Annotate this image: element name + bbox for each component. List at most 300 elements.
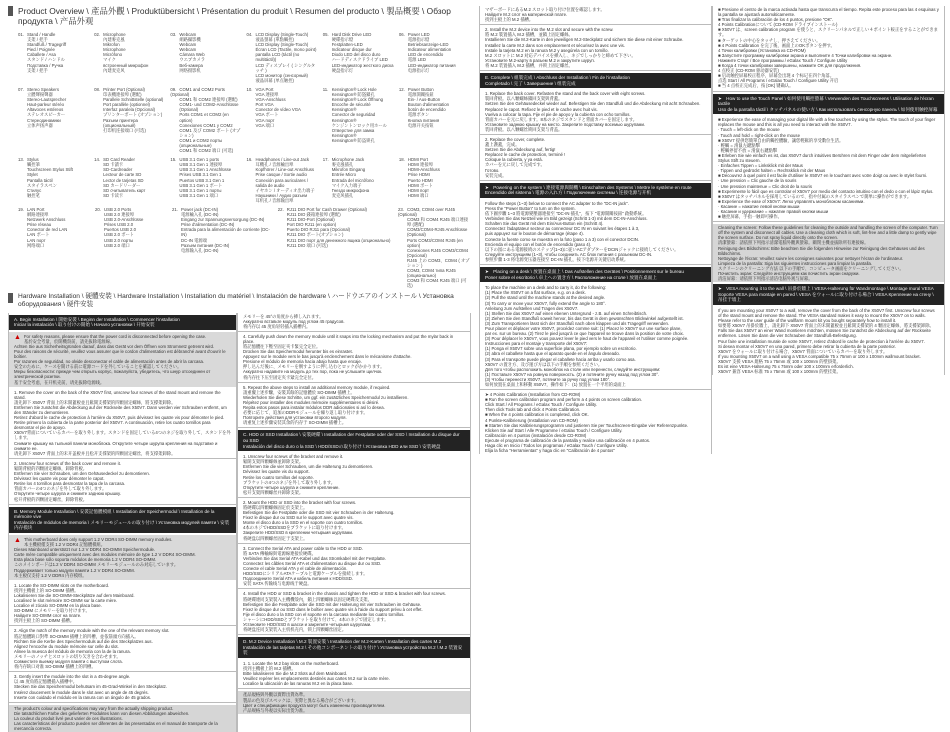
- item-translation: Diodo LED del disco duro: [323, 52, 394, 57]
- text-line: Fixez le disque dur ou SSD dans le boîtier avec quatre vis à l'aide du support prévu à cet effet.: [243, 607, 465, 612]
- text-line: 本主機板僅支援 1.2 V DDR4 記憶體模組。: [14, 542, 231, 547]
- item-number: 12.: [399, 87, 408, 92]
- text-line: Следуйте инструкциям (1~3), чтобы соединить AC блок питания с разъемом DC-IN.: [485, 252, 706, 257]
- warning-icon: ▲: [14, 537, 21, 544]
- text-line: Установите M.2-карту в разъем M.2 и закрутите шуруп.: [485, 58, 706, 63]
- text-line: Inserte con cuidado el módulo en la ranura con un ángulo de 45 grados.: [14, 695, 231, 700]
- text-line: (1) Поставьте X50V7 на ровную поверхность. (2) и потяните ручку назад под углом 30°.: [485, 372, 706, 377]
- arrow-icon: ➤: [485, 392, 490, 397]
- item-translation: RJ45 上の COM3、COM4 ( オプション ): [398, 258, 470, 268]
- heading-text: How to use the Touch Panel \ 如何使用觸控螢幕 \ Verwenden des Touchscreens \ Utilisation de l'écran tactile: [718, 96, 934, 107]
- text-line: Instalación de módulos de memoria \ メモリーモジュールの取り付け \ Установка модулей памяти \ 安装内存模块: [14, 520, 231, 531]
- item-translation: SD 卡读卡: [94, 193, 165, 198]
- text-line: 將 SATA 傳輸線與電源線連接於硬碟。: [243, 551, 465, 556]
- text-line: シャーシにHDD/SSDとブラケットを取り付けて、4本のネジで固定します。: [243, 617, 465, 622]
- text-line: Retire los 4 tornillos para desmontar la tapa de la carcasa.: [14, 481, 231, 486]
- text-line: (3) Para el transporte puede plegar el caballete hacia arriba y usarlo como asa.: [485, 357, 706, 362]
- item-translation: COM3 和 COM4 RJ45 端口 (可选): [398, 278, 470, 288]
- note-box: [238, 691, 470, 713]
- text-line: ■ Erleben Sie wie einfach es ist, das X50V7 durch intuitives Berühren mit dem Finger oder dem mitgelieferten Stylus Stift zu steuern.: [718, 153, 939, 163]
- text-line: Presione el módulo de memoria hacia abajo hasta que encaje.: [243, 359, 465, 364]
- text-line: Veuillez repérer les emplacements destinés aux cartes M.2 sur la carte mère.: [243, 676, 465, 681]
- instruction-step: [238, 590, 470, 633]
- item-translation: LCD ディスプレイ ( シングルタッチ ): [247, 63, 318, 73]
- text-line: 將 M.2 裝置插入 M.2 插槽，並鎖上固定螺絲。: [485, 32, 706, 37]
- item-translation: 支架 / 把手: [18, 37, 89, 42]
- item-translation: HDMI ポート: [399, 183, 470, 188]
- text-line: E. Complete \ 組裝完成 \ Abschluss der Installation \ Fin de l'installation: [485, 75, 706, 81]
- text-line: · Касание и удержание = нажатие правой кнопки мыши: [718, 209, 939, 214]
- item-translation: Microphone: [94, 47, 165, 52]
- text-line: スクリーンのクリーニング方法 以下の手順で、コンピュータ画面をクリーニングしてください。: [718, 266, 939, 271]
- instruction-step: [9, 673, 236, 700]
- item-name: Stereo Speakers: [27, 87, 59, 92]
- text-line: Fixez le disque dur ou SSD sur le support avec quatre vis.: [243, 515, 465, 520]
- text-line: Открутите четыре шурупа и снимите заднюю крышку.: [14, 491, 231, 496]
- item-translation: DC-IN 電源端: [172, 238, 273, 243]
- item-translation: LED-индикатор питания: [399, 63, 470, 68]
- text-line: 蓋上護蓋，完成。: [485, 142, 706, 147]
- text-line: 安装 SATA 传输线与电源线于硬盘。: [243, 581, 465, 586]
- text-line: Calibración en 4 puntos (instalación desde CD-ROM): [485, 433, 706, 438]
- item-translation: ハードディスクドライブ LED: [323, 57, 394, 62]
- item-translation: COM1 及び COM2 ポート (オプション): [170, 128, 241, 138]
- text-line: (2) abra el caballete hasta que el aparato quede en el ángulo deseado.: [485, 351, 706, 356]
- item-translation: LED de encendido: [399, 52, 470, 57]
- text-line: Drücken Sie das Speichermodul herunter bis es einrastet.: [243, 349, 465, 354]
- text-line: Verbinden Sie das Serial ATA-Kabel und das Stromkabel mit der Festplatte.: [243, 556, 465, 561]
- text-line: 找到主板上的 SO-DIMM 插槽。: [14, 618, 231, 623]
- text-line: If you are mounting your X50V7 to a wall, remove the cover from the back of the X50V7 first. Unscrew four screws of the stand mount and remove the stand. The VESA standard makes it easy to mount the X50V7 on to walls. Please refer to the user guide of the wallfarm mount kit you bought separately how to install it.: [718, 308, 939, 323]
- text-line: · Une pression maintenue = Clic droit de la souris: [718, 184, 939, 189]
- item-translation: Conector de vídeo VGA: [247, 107, 318, 112]
- item-translation: 電源ボタン: [399, 112, 470, 117]
- item-number: 15.: [170, 157, 179, 162]
- item-translation: イヤホン / オーディオ出力端子: [247, 188, 318, 193]
- text-line: Готово.: [485, 168, 706, 173]
- text-line: SO-DIMM にメモリーを取り付けます。: [14, 608, 231, 613]
- text-line: Por razones de seguridad, no olvide desconectar el cable de alimentación antes de abrir la carcasa.: [14, 359, 231, 364]
- item-number: 20.: [95, 207, 104, 212]
- text-line: puis appuyez sur le bouton de démarrage (étape 4).: [485, 231, 706, 236]
- section-header: [713, 94, 944, 115]
- text-line: ■ Presione el centro de la marca activada hasta que transcurra el tiempo. Repita este proceso para las 4 esquinas y la pantalla se ajustará automáticamente.: [718, 7, 939, 17]
- overview-item: [247, 87, 318, 153]
- installation-columns: [8, 313, 471, 732]
- instruction-step: [9, 460, 236, 503]
- text-line: 將硬碟以四顆螺絲固定於支架上。: [243, 505, 465, 510]
- divider: [9, 702, 236, 703]
- text-line: 請先卸下 X50V7 背面上的未開蓋板並且鬆開支撐架的四顆固定螺絲，將支撐架卸除。: [14, 400, 231, 405]
- arrow-icon: ➤: [485, 185, 490, 190]
- text-line: Replacez le capot. Refixez le pied et le cache avec huit vis.: [485, 107, 706, 112]
- warning-icon: ▲: [14, 334, 21, 341]
- item-name: Microphone Jack: [332, 157, 364, 162]
- text-line: 裝回背板。以八顆螺絲鎖回支架與背蓋。: [485, 96, 706, 101]
- text-line: 将硬盘连同支架装入主机机壳内，锁上四颗螺丝固定。: [243, 627, 465, 632]
- instruction-step: [238, 660, 470, 687]
- item-name: Power jack (DC-IN): [181, 207, 218, 212]
- item-translation: Parallele Schnittstelle (optional): [94, 97, 165, 102]
- text-line: Befestigen Sie die Festplatte oder die SSD mit der Halterung mit vier Schrauben im Gehäuse.: [243, 602, 465, 607]
- text-line: Снимите крышку на тыльной панели моноблока. Открутите четыре шурупа крепления на подставке и снимите ее.: [14, 441, 231, 451]
- text-line: Поддерживает только модули памяти 1.2 V DDR4 SO-DIMM.: [14, 568, 231, 573]
- item-translation: Kensington® 防盗锁孔: [323, 138, 394, 143]
- arrow-icon: ➤: [718, 96, 723, 101]
- item-translation: Port DIO RJ11 (en option): [278, 222, 393, 227]
- item-translation: ウエブカメラ: [170, 57, 241, 62]
- item-translation: Lecteur de carte SD: [94, 172, 165, 177]
- text-line: · 輕觸 = 滑鼠左鍵點擊: [718, 143, 939, 148]
- item-translation: 电源指示灯: [399, 68, 470, 73]
- text-line: (2) Pull the stand until the machine stands at the desired angle.: [485, 295, 706, 300]
- item-translation: LCD монитор (сенсорный): [247, 73, 318, 78]
- text-line: 松开背板的四颗固定螺丝，卸除背板。: [14, 497, 231, 502]
- text-line: 请先卸下 X50V7 背面上的未开盖板并且松开支撑架的四颗固定螺丝，将支撑架卸除。: [14, 451, 231, 456]
- text-line: カバーを元に戻して完成です。: [485, 162, 706, 167]
- text-line: Instalación de las tarjetas M.2 \ その他コンポーネントの取り付け \ Установка устройства M.2 \ M.2 装置安装: [243, 645, 465, 656]
- text-line: Entfernen Sie zunächst die Abdeckung auf der Rückseite des X50V7. Dann werden vier Schrauben entfernt, um den Ständer zu demontieren.: [14, 405, 231, 415]
- item-translation: 耳機孔 / 音源輸出埠: [247, 162, 318, 167]
- text-line: Replacez le cache de protection, terminé !: [485, 152, 706, 157]
- item-translation: スタイラスペン: [18, 183, 89, 188]
- overview-item: [18, 157, 89, 203]
- item-translation: RJ11 DIO 錢箱連接埠 (選配): [278, 212, 393, 217]
- item-translation: Écran LCD (Tactile, mono point): [247, 47, 318, 52]
- item-translation: USB 3.1 Gen 1 Anschlüsse: [170, 167, 241, 172]
- text-line: X50V7背面についているカバーを取り外します。スタンドを固定している4つのネジを取り外して、スタンドを外します。: [14, 430, 231, 440]
- text-line: ■ Запустите программу калибровки экрана и выполните 4 Точки калибровки на экране.: [718, 53, 939, 58]
- text-line: 如要將 X50V7 吊掛於牆上，請先卸下 X50V7 背面上的未開蓋板並且鬆開支撐架的 4 顆固定螺絲，將支撐架卸除。: [718, 323, 939, 328]
- text-line: 請重覆上述步驟，安裝其餘的記憶體於 SO-DIMM 插槽上。: [243, 390, 465, 395]
- text-line: 3. Connect the Serial ATA and power cable to the HDD or SSD.: [243, 546, 465, 551]
- text-line: Instrucciones para el montaje y transporte del X50V7:: [485, 341, 706, 346]
- item-translation: Отверстие для замка Kensington®: [323, 128, 394, 138]
- instruction-step: [713, 6, 944, 90]
- text-line: This motherboard does only support 1.2 V DDR4 SO-DIMM memory modules.: [14, 537, 231, 542]
- item-number: 23.: [398, 207, 407, 212]
- item-translation: Mikrofon: [94, 42, 165, 47]
- item-translation: SD カードリーダー: [94, 183, 165, 188]
- text-line: Retire los cuatro tornillos del soporte.: [243, 475, 465, 480]
- instruction-step: [480, 6, 711, 23]
- item-translation: Standfuß / Tragegriff: [18, 42, 89, 47]
- item-translation: Port VGA: [247, 102, 318, 107]
- item-translation: Conector de seguridad Kensington®: [323, 112, 394, 122]
- text-line: Press the "Power Button" to turn on the system.: [485, 206, 706, 211]
- note-box: [713, 224, 944, 282]
- text-line: Falls Sie das X50V7 an einer Wand montieren möchten, müssen Sie zunächst die Abdeckung auf der Rückseite entfernen. Lösen Sie dann die vier Schrauben der Standfuß-Befestigung.: [718, 328, 939, 338]
- instruction-step: [713, 116, 944, 220]
- item-translation: Lector de tarjetas SD: [94, 178, 165, 183]
- item-translation: 電源輸入孔 (DC-IN): [172, 212, 273, 217]
- column-3: [479, 6, 712, 454]
- text-line: (3) Чтобы перенести X50V7, потяните за ручку под углом 180°.: [485, 377, 706, 382]
- item-translation: LAN порт: [18, 238, 90, 243]
- item-translation: Ein- / Aus-Button: [399, 97, 470, 102]
- item-translation: 觸控筆: [18, 162, 89, 167]
- text-line: (3) To carry or move your X50V7, fully extend the angle to 180°.: [485, 301, 706, 306]
- divider: [9, 625, 236, 626]
- item-translation: スタンド / ハンドル: [18, 57, 89, 62]
- text-line: 1. Replace the back cover. Refasten the stand and the back cover with eight screws.: [485, 91, 706, 96]
- text-line: Wiederholen Sie diese Schritte, um ggf. ein zusätzliches Speichermodul zu installieren.: [243, 395, 465, 400]
- item-translation: 网络端口: [18, 243, 90, 248]
- text-line: The product's colour and specifications may vary from the actually shipping product.: [14, 706, 231, 711]
- text-line: ■ X50V7 提供您簡單自由的觸控體驗，讓您輕鬆的享受數位生活。: [718, 138, 939, 143]
- item-translation: botón de encendido: [399, 107, 470, 112]
- text-line: 基于安全考虑，在开机壳前，请先拔除电源线。: [14, 380, 231, 385]
- text-line: ■ Tras finalizar la calibración de los 4 puntos, presione "OK".: [718, 17, 939, 22]
- text-line: 将 M.2 装置插入 M.2 插槽，并锁上固定螺丝。: [485, 63, 706, 68]
- item-name: HDMI Port: [408, 157, 428, 162]
- text-line: ■ 启动触控屏幕校正程序，屏幕会出现 4 个标记在四个角落。: [718, 73, 939, 78]
- text-line: Dévissez les quatre vis du support.: [243, 469, 465, 474]
- item-translation: LCD Display (Single-Touch): [247, 42, 318, 47]
- item-translation: LED-индикатор жесткого диска: [323, 63, 394, 68]
- text-line: メモリーのノッチとスロットの切り欠きを合わせます。: [14, 654, 231, 659]
- heading-text: Placing on a desk \ 放置在桌面上 \ Das Aufstellen des Gerätes \ Positionnement sur le bureau: [493, 269, 684, 274]
- overview-item-label: [170, 87, 241, 97]
- item-translation: HDMI 端口: [399, 193, 470, 198]
- item-name: VGA Port: [256, 87, 274, 92]
- text-line: · Une pression = Clic gauche de la souris: [718, 178, 939, 183]
- text-line: 4. Carefully push down the memory module until it snaps into the locking mechanism and put the mylar back in place.: [243, 334, 465, 344]
- overview-row: [18, 157, 470, 203]
- instruction-step: [9, 582, 236, 625]
- text-line: 4. Install the HDD or SSD & bracket in the chassis and tighten the HDD or SSD & bracket with four screws.: [243, 591, 465, 596]
- text-line: ■ When the 4 points calibration is completed, click OK.: [485, 412, 706, 417]
- text-line: ■ Run the screen calibration program and perform a 4 points on screen calibration.: [485, 397, 706, 402]
- text-line: Vuelva a colocar la tapa. Fije el pie de apoyo y la cubierta con ocho tornillos.: [485, 112, 706, 117]
- item-number: 08.: [94, 87, 103, 92]
- text-line: Dévissez les quatre vis pour démonter le capot.: [14, 476, 231, 481]
- text-line: 鬆開背板的四顆固定螺絲，卸除背板。: [14, 466, 231, 471]
- text-line: Repita estos pasos para instalar módulos DDR adicionales si así lo desea.: [243, 405, 465, 410]
- item-name: COM1 and COM2 Ports (Optional): [170, 87, 225, 97]
- text-line: · 輕觸停留不放 = 滑鼠右鍵點擊: [718, 148, 939, 153]
- item-number: 11.: [323, 87, 332, 92]
- item-name: USB 3.1 Gen 1 ports: [179, 157, 219, 162]
- text-line: Instalación del disco duro o la SSD \ HDD/SSDの取り付け \ Установка HDD или SSD \ 安装硬盘: [243, 444, 465, 450]
- item-translation: Puertos USB 2.0: [95, 227, 167, 232]
- instruction-step: [238, 453, 470, 496]
- text-line: 将内存以 45 度角轻轻插入插槽内。: [243, 324, 465, 329]
- text-line: 1. 1. Locate the M.2 bay slots on the motherboard.: [243, 661, 465, 666]
- text-line: Меры безопасности: прежде чем открыть корпус, пожалуйста, убедитесь, что шнур отсоединен от электрической розетки.: [14, 369, 231, 379]
- text-line: Retirez d'abord le cache de protection à l'arrière du X50V7, puis dévissez les quatre vis pour démonter le pied.: [14, 415, 231, 420]
- item-translation: Entrée Micro: [323, 172, 394, 177]
- divider: [9, 458, 236, 459]
- item-translation: Ports COM3/COM4 RJ45 (en option): [398, 238, 470, 248]
- item-translation: Port parallèle (optionnel): [94, 102, 165, 107]
- divider: [480, 134, 711, 135]
- text-line: ■ Experience the ease of managing your digital life with a few touches by using the stylus. The touch of your finger replaces the mouse and this is all you need to interact with the X50V7.: [718, 117, 939, 127]
- item-translation: Разъем питания (DC-IN): [172, 243, 273, 248]
- item-translation: Стереодинамики: [18, 118, 89, 123]
- text-line: · Einfaches Tippen = Linksklick mit der Maus: [718, 163, 939, 168]
- item-number: 21.: [172, 207, 181, 212]
- item-number: 14.: [94, 157, 103, 162]
- item-translation: Prises USB 2.0: [95, 222, 167, 227]
- text-line: A. Begin Installation \ 開始安裝 \ Beginn der Installation \ Commencer l'installation: [14, 317, 231, 323]
- text-line: Найдите SO-DIMM слот на плате.: [14, 613, 231, 618]
- text-line: If you mounting X50V7 on a wall using a VESA compatible 75 x 75mm or 100 x 100mm wallmount bracket.: [718, 354, 939, 359]
- text-line: Insérez doucement le module dans le slot avec un angle de 45 degrés.: [14, 690, 231, 695]
- item-translation: 液晶螢幕 (單點觸控): [247, 37, 318, 42]
- item-name: Headphones / Line-out Jack: [256, 157, 310, 162]
- text-line: ■ Experience the ease of X50V7: Легко управлять моноблоком касаниями.: [718, 199, 939, 204]
- text-line: Schalten Sie das Gerät mit dem Ein/Aus-Button ein (Schritt 4).: [485, 221, 706, 226]
- text-line: Localice el zócalo SO-DIMM en la placa base.: [14, 603, 231, 608]
- text-line: 安全のために、ケースを開ける前に電源コードを外していることを確認してください。: [14, 364, 231, 369]
- item-translation: HDMI 連接埠: [399, 162, 470, 167]
- text-line: C. HDD or SSD Installation \ 安裝硬碟 \ Installation der Festplatte oder der SSD \ Installation du disque dur ou SSD: [243, 432, 465, 443]
- text-line: Установите HDD/SSD в шасси и закрепите четырьмя шурупами.: [243, 622, 465, 627]
- text-line: Stecken Sie das Speichermodul behutsam im 45-Grad-Winkel in den Steckplatz.: [14, 684, 231, 689]
- text-line: ■ Découvrez à quel point il est facile d'utiliser le X50V7 en le touchant avec votre doigt ou avec le stylet fourni.: [718, 173, 939, 178]
- item-translation: RJ11 DIO ポート(オプション): [278, 232, 393, 237]
- item-translation: Разъем принтера (опциональный): [94, 118, 165, 128]
- text-line: Повторите действия для установки второго модуля.: [243, 415, 465, 420]
- item-translation: 網路連接埠: [18, 212, 90, 217]
- text-line: Localice la ubicación de las ranuras M.2 en la placa base.: [243, 681, 465, 686]
- item-translation: VGA-Anschluss: [247, 97, 318, 102]
- overview-item: [399, 87, 470, 153]
- text-line: Аккуратно вставьте модуль под углом 45 градусов.: [243, 319, 465, 324]
- item-translation: Наушники / Аудио разъем: [247, 193, 318, 198]
- text-line: Setzen Sie den Gehäusedeckel wieder auf. Befestigen Sie den Standfuß und die Abdeckung mit acht Schrauben.: [485, 101, 706, 106]
- item-translation: VGA 連接埠: [247, 92, 318, 97]
- item-translation: Webcam: [170, 42, 241, 47]
- item-name: SD Card Reader: [103, 157, 135, 162]
- text-line: 4 Points Calibrationについて (CD-ROM ドライブインストール): [718, 22, 939, 27]
- text-line: Completado \ 完了 \ Завершение \ 组装完成: [485, 81, 706, 87]
- text-line: Achten Sie aus Sicherheitsgründen darauf, dass das Gerät vor dem Öffnen vom Stromnetz getrennt wird.: [14, 344, 231, 349]
- instruction-step: [480, 391, 711, 454]
- text-line: ■ Starten Sie das Kalibrierungsprogramm und justieren Sie per Touchscreen-Eingabe vier Referenzpunkte.: [485, 423, 706, 428]
- item-translation: ステレオスピーカー: [18, 112, 89, 117]
- text-line: 4 Punkte-Kalibrierung (Installation von CD-ROM): [485, 418, 706, 423]
- divider: [480, 389, 711, 390]
- item-translation: USB 3.1 Gen 1 ポート: [170, 183, 241, 188]
- item-name: Kensington® Lock Hole: [332, 87, 377, 92]
- text-line: 將硬碟連同支架裝入主機機殼內，鎖上四顆螺絲以固定硬碟及支架。: [243, 597, 465, 602]
- section-header: [238, 637, 470, 658]
- item-translation: 触控笔: [18, 193, 89, 198]
- divider: [480, 24, 711, 25]
- item-name: Microphone: [103, 32, 125, 37]
- text-line: (3) Zum Transportieren lässt sich der Standfuß nach oben klappen und als Tragegriff verwenden.: [485, 321, 706, 326]
- text-line: Anleitung zum Aufstellen und Tragen des X50V7.: [485, 306, 706, 311]
- text-line: 以下の図にある電源接続のステップ(1~3)に従いACアダプターをDCINジャックに接続してください。: [485, 247, 706, 252]
- divider: [238, 543, 470, 544]
- text-line: Coloque la cubierta, y ya está.: [485, 157, 706, 162]
- item-translation: Pied / Poignée: [18, 47, 89, 52]
- item-translation: VGA ポート: [247, 112, 318, 117]
- text-line: 找到主板上的 M.2 插槽。: [485, 17, 706, 22]
- item-name: Printer Port (Optional): [103, 87, 145, 92]
- text-line: 背面カバーを元に戻します。8本のネジでスタンドと背面カバーを固定します。: [485, 117, 706, 122]
- item-translation: プリンターポート (オプション): [94, 112, 165, 117]
- item-translation: 硬盘指示灯: [323, 68, 394, 73]
- text-line: Connectez les câbles Serial ATA et d'alimentation au disque dur ou SSD.: [243, 561, 465, 566]
- divider: [238, 497, 470, 498]
- item-translation: Mikrofon Eingang: [323, 167, 394, 172]
- item-number: 05.: [323, 32, 332, 37]
- text-line: Localisez le slot mémoire SO-DIMM sur la carte mère.: [14, 598, 231, 603]
- text-line: Limpieza de la pantalla: Siga las siguientes instrucciones para limpiar la pantalla.: [718, 261, 939, 266]
- item-translation: Betriebsanzeige-LED: [399, 42, 470, 47]
- divider: [713, 221, 944, 222]
- text-line: ■ Когда 4 точки калибровки завершены, нажмите OK для продолжения.: [718, 63, 939, 68]
- item-translation: Entrada del micrófono: [323, 178, 394, 183]
- text-line: 参照步骤 1-3 将电源变压器连接至 DC-IN 插孔，按下电源开关键启动系统。: [485, 257, 706, 262]
- column-2: [237, 313, 471, 732]
- text-line: Si desea montar el X50V7 en una pared, primero debe retirar la cubierta de la parte posterior.: [718, 344, 939, 349]
- text-line: To place the machine on a desk and to carry it, do the following:: [485, 285, 706, 290]
- item-translation: Kensington® Lock Öffnung: [323, 97, 394, 102]
- item-translation: Стилус: [18, 188, 89, 193]
- text-line: 2. Install the M.2 device into the M.2 slot and secure with the screw.: [485, 27, 706, 32]
- overview-item: [172, 207, 273, 289]
- text-line: Почистить экран: Следуйте инструкциям как почистить экран снаружи.: [718, 271, 939, 276]
- text-line: Открутите четыре шурупа и снимите крепление.: [243, 485, 465, 490]
- text-line: (1) Place the X50V7 on a flat surface, e.g. on a desk.: [485, 290, 706, 295]
- item-translation: Prise réseau: [18, 222, 90, 227]
- instruction-step: [480, 200, 711, 263]
- item-translation: Кнопка питания: [399, 118, 470, 123]
- text-line: Encendido del sistema \ 電源の入れ方 \ Подключение системы \ 连接电源与开机: [485, 190, 706, 196]
- item-number: 17.: [323, 157, 332, 162]
- text-line: ■ 当 4 点校正完成后，按 [OK] 键确认。: [718, 83, 939, 88]
- text-line: 將記憶體往下壓至固定夾卡緊完全定位。: [243, 344, 465, 349]
- item-number: 09.: [170, 87, 179, 92]
- text-line: Conecte el cable Serial ATA y el cable de alimentación.: [243, 566, 465, 571]
- item-translation: HDMI-Anschluss: [399, 167, 470, 172]
- item-translation: 硬碟指示燈: [323, 37, 394, 42]
- text-line: Instale la tarjeta M.2 en la ranura M.2 y asegúrela con un tornillo.: [485, 48, 706, 53]
- text-line: マザーボードにあるM.2 スロット取り付け位置を確認します。: [485, 7, 706, 12]
- text-line: ■ 4 Points Calibration を完了後、画面上のOKボタンを押す。: [718, 43, 939, 48]
- text-line: 將記憶體缺口對準 SO-DIMM 插槽上的凹槽，並依箭頭方向插入。: [14, 634, 231, 639]
- heading-marker: [8, 293, 13, 303]
- item-translation: 网络摄影机: [170, 68, 241, 73]
- text-line: Подсоедините Serial ATA и кабель питания к HDD/SSD.: [243, 576, 465, 581]
- text-line: 点选 Start / All Programs / eGalax Touch / Configure Utility 开启: [718, 78, 939, 83]
- note-box: [9, 705, 236, 732]
- text-line: [718, 286, 939, 292]
- item-translation: 麥克風插孔: [323, 162, 394, 167]
- text-line: par ex. sur un bureau. (2) Tirez le pied jusqu'à ce que l'appareil se trouve dans la position de votre choix.: [485, 331, 706, 336]
- instruction-step: [713, 307, 944, 375]
- item-translation: RJ11 DIO-Port (Optional): [278, 217, 393, 222]
- overview-item: [247, 32, 318, 83]
- text-line: 将内存往下压至固定夹卡紧完全定位。: [243, 375, 465, 380]
- product-overview-title: Product Overview \ 產品外觀 \ Produktübersicht \ Présentation du produit \ Resumen del producto \ 製品概要 \ Обзор продукта \ 产品外观: [18, 6, 470, 26]
- text-line: Appuyez sur le module vers le bas jusqu'à enclenchement dans le mécanisme d'attache.: [243, 354, 465, 359]
- text-line: 1. Remove the cover on the back of the X50V7 first, unscrew four screws of the stand mount and remove the stand.: [14, 390, 231, 400]
- text-line: · Touch and hold = right-click on the mouse: [718, 133, 939, 138]
- text-line: 2. Align the notch of the memory module with the one of the relevant memory slot.: [14, 628, 231, 633]
- overview-item: [323, 87, 394, 153]
- item-number: 10.: [247, 87, 256, 92]
- item-translation: Kensington® 防盜鎖孔: [323, 92, 394, 97]
- divider: [238, 382, 470, 383]
- overview-item: [94, 157, 165, 203]
- instruction-step: [238, 499, 470, 542]
- overview-item: [247, 157, 318, 203]
